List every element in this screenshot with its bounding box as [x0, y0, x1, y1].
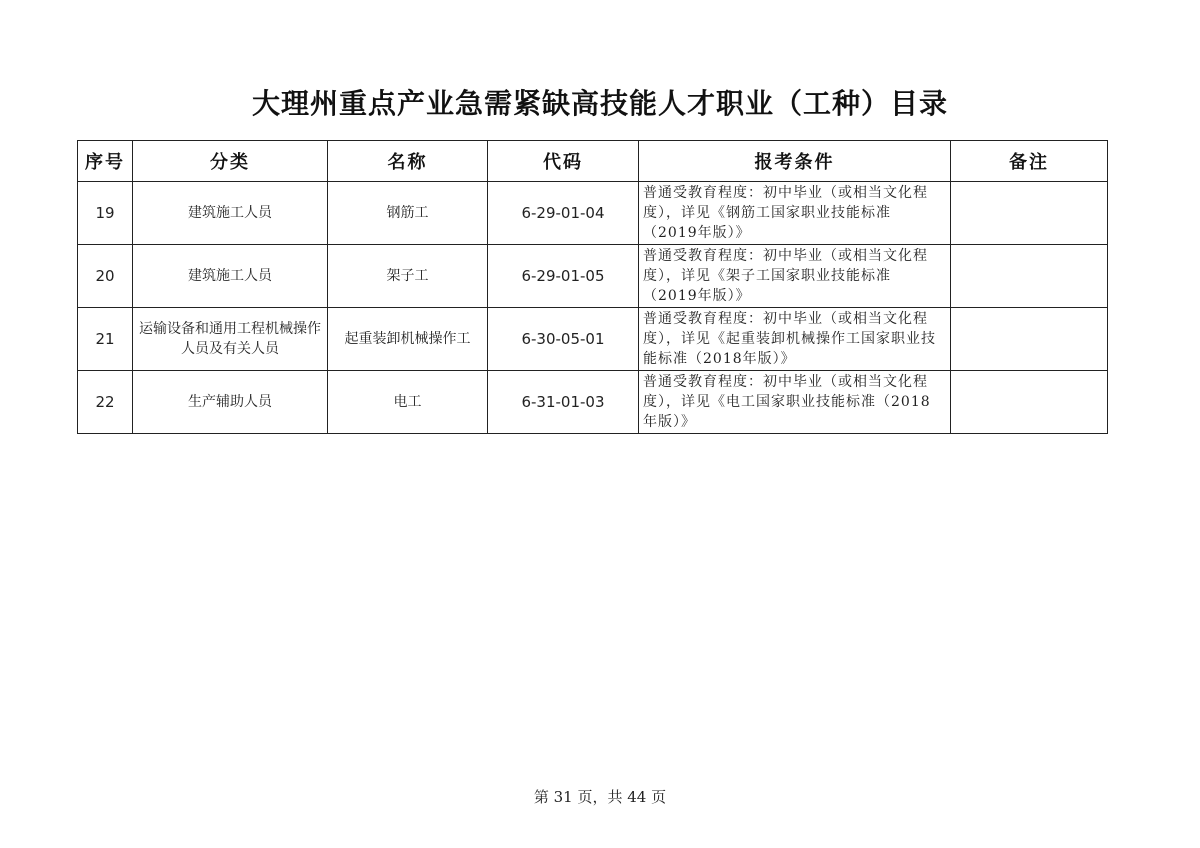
row-remarks — [951, 245, 1108, 308]
row-num: 22 — [78, 371, 133, 434]
row-category: 运输设备和通用工程机械操作人员及有关人员 — [133, 308, 328, 371]
row-name: 钢筋工 — [328, 182, 488, 245]
row-code: 6-31-01-03 — [488, 371, 639, 434]
row-remarks — [951, 182, 1108, 245]
row-remarks — [951, 371, 1108, 434]
page-number: 第 31 页，共 44 页 — [533, 788, 667, 806]
row-name: 电工 — [328, 371, 488, 434]
header-remarks: 备注 — [951, 141, 1108, 182]
table-row — [78, 371, 1108, 434]
row-num: 20 — [78, 245, 133, 308]
header-category: 分类 — [133, 141, 328, 182]
row-requirements: 普通受教育程度：初中毕业（或相当文化程度），详见《起重装卸机械操作工国家职业技能标准（2018年版）》 — [639, 308, 951, 371]
table-row — [78, 308, 1108, 371]
row-code: 6-30-05-01 — [488, 308, 639, 371]
row-code: 6-29-01-04 — [488, 182, 639, 245]
row-requirements: 普通受教育程度：初中毕业（或相当文化程度），详见《架子工国家职业技能标准（2019年版）》 — [639, 245, 951, 308]
row-num: 21 — [78, 308, 133, 371]
row-name: 起重装卸机械操作工 — [328, 308, 488, 371]
row-requirements: 普通受教育程度：初中毕业（或相当文化程度），详见《钢筋工国家职业技能标准（2019年版）》 — [639, 182, 951, 245]
table-row — [78, 182, 1108, 245]
row-category: 生产辅助人员 — [133, 371, 328, 434]
row-num: 19 — [78, 182, 133, 245]
header-requirements: 报考条件 — [639, 141, 951, 182]
row-requirements: 普通受教育程度：初中毕业（或相当文化程度），详见《电工国家职业技能标准（2018年版）》 — [639, 371, 951, 434]
page-title: 大理州重点产业急需紧缺高技能人才职业（工种）目录 — [251, 87, 948, 120]
table-header-row — [78, 141, 1108, 182]
occupation-table — [77, 140, 1108, 434]
header-num: 序号 — [78, 141, 133, 182]
row-name: 架子工 — [328, 245, 488, 308]
row-code: 6-29-01-05 — [488, 245, 639, 308]
row-category: 建筑施工人员 — [133, 245, 328, 308]
header-name: 名称 — [328, 141, 488, 182]
header-code: 代码 — [488, 141, 639, 182]
table-row — [78, 245, 1108, 308]
row-remarks — [951, 308, 1108, 371]
row-category: 建筑施工人员 — [133, 182, 328, 245]
